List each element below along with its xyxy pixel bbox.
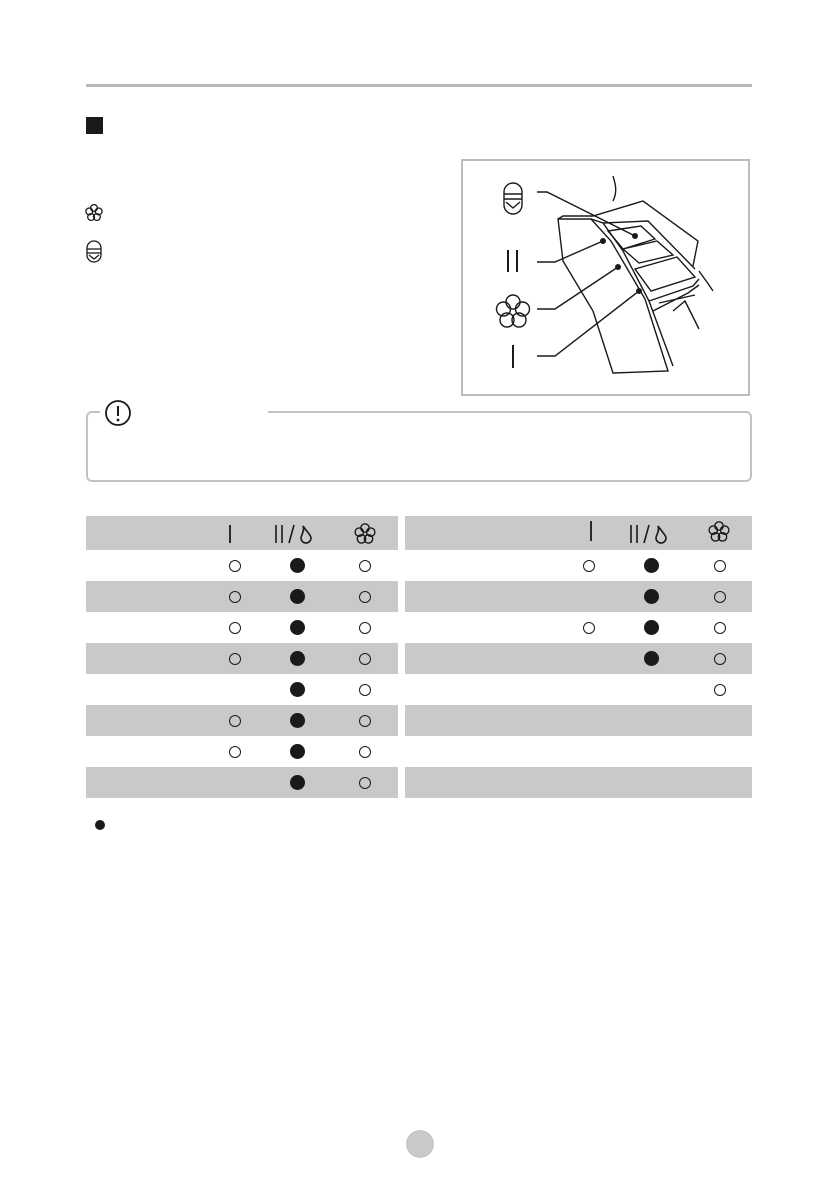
table-header (86, 516, 398, 550)
filled-dot-icon (644, 651, 659, 666)
table-row (405, 705, 752, 736)
table-row (86, 674, 398, 705)
filled-dot-icon (290, 682, 305, 697)
table-row (86, 612, 398, 643)
filled-dot-icon (290, 775, 305, 790)
empty-circle-icon (229, 622, 241, 634)
empty-circle-icon (714, 653, 726, 665)
empty-circle-icon (229, 591, 241, 603)
empty-circle-icon (229, 746, 241, 758)
page-number-badge (406, 1130, 434, 1158)
filled-dot-icon (290, 651, 305, 666)
notice-box (86, 411, 752, 482)
softener-flower-icon (707, 520, 731, 544)
filled-dot-icon (644, 620, 659, 635)
prewash-i-icon (588, 520, 594, 542)
empty-circle-icon (714, 591, 726, 603)
table-row (405, 674, 752, 705)
empty-circle-icon (359, 591, 371, 603)
filled-dot-icon (644, 589, 659, 604)
empty-circle-icon (359, 777, 371, 789)
empty-circle-icon (714, 684, 726, 696)
warning-exclamation-icon (104, 399, 132, 427)
softener-flower-icon (353, 522, 377, 546)
filled-dot-icon (290, 713, 305, 728)
filled-dot-icon (95, 820, 105, 830)
empty-circle-icon (229, 560, 241, 572)
liquid-container-icon (504, 183, 522, 214)
table-header (405, 516, 752, 550)
table-row (86, 736, 398, 767)
main-wash-ii-liquid-icon (272, 524, 322, 544)
section-marker (86, 117, 103, 134)
table-row (405, 643, 752, 674)
liquid-container-icon (84, 239, 104, 265)
main-wash-ii-liquid-icon (627, 524, 677, 544)
filled-dot-icon (290, 589, 305, 604)
dispenser-figure (461, 159, 750, 396)
table-row (86, 581, 398, 612)
empty-circle-icon (359, 622, 371, 634)
filled-dot-icon (290, 558, 305, 573)
top-rule (86, 84, 752, 87)
prewash-i-icon (227, 524, 233, 544)
table-row (405, 550, 752, 581)
empty-circle-icon (359, 560, 371, 572)
main-wash-ii-icon (508, 250, 517, 272)
table-row (86, 705, 398, 736)
empty-circle-icon (229, 653, 241, 665)
empty-circle-icon (359, 715, 371, 727)
empty-circle-icon (714, 560, 726, 572)
empty-circle-icon (359, 653, 371, 665)
filled-dot-icon (644, 558, 659, 573)
table-row (86, 550, 398, 581)
table-row (405, 767, 752, 798)
program-table-right (405, 516, 752, 798)
table-row (86, 767, 398, 798)
flower-softener-icon (84, 203, 104, 223)
program-table-left (86, 516, 398, 798)
table-row (405, 736, 752, 767)
empty-circle-icon (583, 560, 595, 572)
empty-circle-icon (359, 746, 371, 758)
softener-flower-icon (497, 295, 530, 327)
empty-circle-icon (229, 715, 241, 727)
empty-circle-icon (583, 622, 595, 634)
table-row (405, 612, 752, 643)
table-row (405, 581, 752, 612)
filled-dot-icon (290, 744, 305, 759)
empty-circle-icon (714, 622, 726, 634)
filled-dot-icon (290, 620, 305, 635)
empty-circle-icon (359, 684, 371, 696)
table-row (86, 643, 398, 674)
